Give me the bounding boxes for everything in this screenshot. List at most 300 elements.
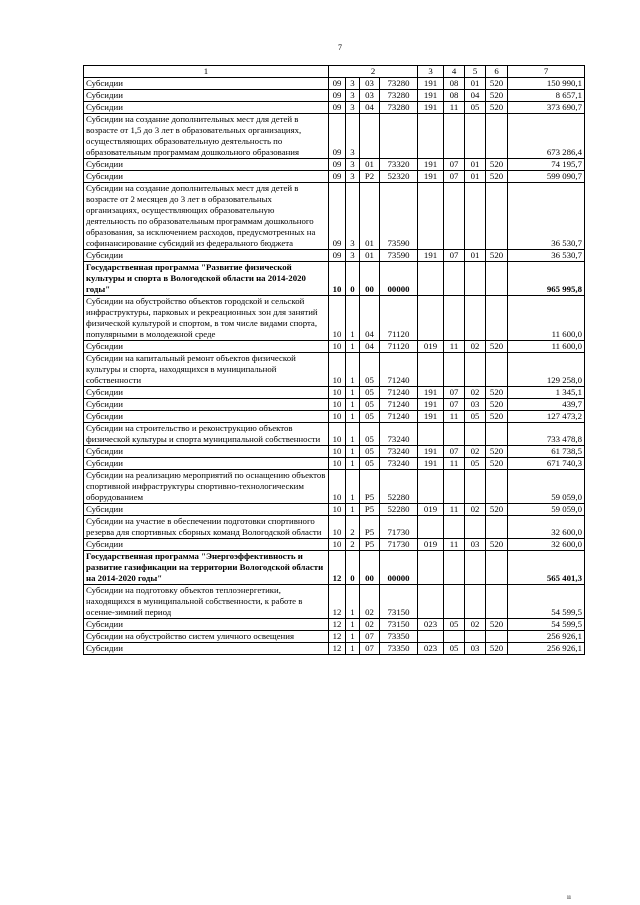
row-amount-cell: 54 599,5 [508,619,585,631]
row-code-cell: 02 [465,504,486,516]
row-code-cell: 02 [465,387,486,399]
row-code-cell: 023 [418,643,444,655]
row-amount-cell: 439,7 [508,399,585,411]
row-code-cell: 71240 [380,353,418,387]
row-code-cell [486,183,508,250]
row-code-cell: 07 [444,250,465,262]
row-code-cell: 00000 [380,551,418,585]
row-code-cell: 3 [346,171,360,183]
row-code-cell: 03 [360,90,380,102]
row-code-cell: 191 [418,446,444,458]
table-row [84,90,585,102]
row-code-cell [444,585,465,619]
row-code-cell: 10 [329,411,346,423]
row-code-cell: 52320 [380,171,418,183]
row-name-cell: Субсидии [84,159,329,171]
row-name-cell: Субсидии [84,399,329,411]
table-row [84,631,585,643]
row-code-cell [486,631,508,643]
table-row [84,262,585,296]
row-code-cell: 01 [360,159,380,171]
row-code-cell: 3 [346,78,360,90]
row-code-cell: 3 [346,159,360,171]
row-code-cell: P5 [360,539,380,551]
row-code-cell [465,262,486,296]
row-code-cell: 10 [329,539,346,551]
row-amount-cell: 32 600,0 [508,516,585,539]
table-body [84,78,585,655]
row-code-cell: 05 [360,353,380,387]
row-code-cell: 191 [418,250,444,262]
row-code-cell: 2 [346,539,360,551]
row-code-cell: 73240 [380,446,418,458]
row-code-cell: 191 [418,399,444,411]
row-code-cell: 73280 [380,90,418,102]
row-name-cell: Государственная программа "Энергоэффективность и развитие газификации на территории Вологодской области на 2014-2020 годы" [84,551,329,585]
row-code-cell: 05 [360,423,380,446]
row-code-cell [486,262,508,296]
row-code-cell: 2 [346,516,360,539]
row-amount-cell: 74 195,7 [508,159,585,171]
row-code-cell [486,470,508,504]
row-code-cell: 11 [444,539,465,551]
row-code-cell: 07 [360,643,380,655]
row-code-cell: 520 [486,411,508,423]
row-name-cell: Субсидии [84,539,329,551]
row-name-cell: Субсидии [84,619,329,631]
row-code-cell: 02 [360,619,380,631]
row-code-cell: 73590 [380,183,418,250]
row-amount-cell: 565 401,3 [508,551,585,585]
header-col-6: 6 [486,66,508,78]
row-code-cell: 1 [346,631,360,643]
row-code-cell: 520 [486,643,508,655]
row-amount-cell: 36 530,7 [508,250,585,262]
row-code-cell: 52280 [380,504,418,516]
row-code-cell: 08 [444,90,465,102]
row-code-cell: P5 [360,504,380,516]
table-row [84,470,585,504]
row-code-cell: 3 [346,90,360,102]
row-code-cell: P5 [360,470,380,504]
row-code-cell: 019 [418,504,444,516]
row-code-cell: 10 [329,423,346,446]
row-code-cell [418,551,444,585]
row-code-cell: 191 [418,171,444,183]
row-code-cell [486,353,508,387]
row-code-cell: 191 [418,159,444,171]
row-code-cell: 05 [360,411,380,423]
table-row [84,159,585,171]
row-code-cell: 11 [444,504,465,516]
row-name-cell: Субсидии [84,643,329,655]
row-code-cell [418,183,444,250]
row-amount-cell: 965 995,8 [508,262,585,296]
row-amount-cell: 127 473,2 [508,411,585,423]
row-code-cell: 04 [360,102,380,114]
row-code-cell: 09 [329,171,346,183]
row-code-cell: 3 [346,102,360,114]
row-code-cell: 01 [360,250,380,262]
row-code-cell: 520 [486,341,508,353]
row-amount-cell: 32 600,0 [508,539,585,551]
row-code-cell: 05 [465,102,486,114]
row-name-cell: Субсидии [84,90,329,102]
row-code-cell: 73590 [380,250,418,262]
row-code-cell: 09 [329,159,346,171]
row-name-cell: Субсидии на участие в обеспечении подготовки спортивного резерва для спортивных сборных команд Вологодской области [84,516,329,539]
row-code-cell: 07 [444,171,465,183]
row-code-cell [486,296,508,341]
row-code-cell: 05 [444,619,465,631]
table-row [84,551,585,585]
row-code-cell: 71240 [380,411,418,423]
row-name-cell: Субсидии на реализацию мероприятий по оснащению объектов спортивной инфраструктуры спортивно-технологическим оборудованием [84,470,329,504]
row-code-cell: 09 [329,183,346,250]
row-code-cell: 1 [346,341,360,353]
table-row [84,341,585,353]
table-row [84,585,585,619]
row-code-cell: 1 [346,296,360,341]
row-code-cell: 09 [329,102,346,114]
row-code-cell: 10 [329,504,346,516]
table-row [84,399,585,411]
row-code-cell: 08 [444,78,465,90]
row-amount-cell: 59 059,0 [508,504,585,516]
row-code-cell: 05 [465,458,486,470]
row-code-cell: 10 [329,387,346,399]
row-amount-cell: 129 258,0 [508,353,585,387]
table-row [84,296,585,341]
row-code-cell: 1 [346,470,360,504]
row-code-cell: 1 [346,446,360,458]
row-name-cell: Субсидии [84,387,329,399]
row-code-cell: 1 [346,619,360,631]
row-name-cell: Государственная программа "Развитие физической культуры и спорта в Вологодской области на 2014-2020 годы" [84,262,329,296]
row-code-cell: 01 [465,78,486,90]
row-code-cell: 520 [486,102,508,114]
row-code-cell: 73280 [380,102,418,114]
row-code-cell [486,585,508,619]
table-row [84,171,585,183]
row-code-cell: 05 [465,411,486,423]
row-amount-cell: 61 738,5 [508,446,585,458]
table-row [84,114,585,159]
row-code-cell: 71730 [380,516,418,539]
row-code-cell [444,353,465,387]
row-code-cell: 12 [329,585,346,619]
row-name-cell: Субсидии [84,171,329,183]
corner-mark: ıı [567,893,571,901]
row-amount-cell: 36 530,7 [508,183,585,250]
table-row [84,411,585,423]
row-code-cell: 520 [486,458,508,470]
row-code-cell: 01 [465,250,486,262]
row-amount-cell: 373 690,7 [508,102,585,114]
row-code-cell: P5 [360,516,380,539]
row-code-cell: 10 [329,470,346,504]
row-code-cell [360,114,380,159]
row-name-cell: Субсидии на создание дополнительных мест для детей в возрасте от 1,5 до 3 лет в образовательных организациях, осуществляющих образовательную деятельность по образовательным программам дошкольного образования [84,114,329,159]
table-row [84,102,585,114]
row-code-cell [418,353,444,387]
row-code-cell: 71240 [380,387,418,399]
row-name-cell: Субсидии [84,250,329,262]
row-name-cell: Субсидии [84,341,329,353]
row-code-cell: 03 [465,399,486,411]
row-code-cell: 05 [360,387,380,399]
row-code-cell [465,551,486,585]
row-code-cell: 71730 [380,539,418,551]
budget-table [83,65,585,655]
row-code-cell: 0 [346,551,360,585]
row-amount-cell: 54 599,5 [508,585,585,619]
table-row [84,504,585,516]
row-code-cell: 73320 [380,159,418,171]
row-code-cell: 11 [444,102,465,114]
row-code-cell [465,353,486,387]
table-row [84,643,585,655]
row-code-cell [465,470,486,504]
row-code-cell: 10 [329,516,346,539]
row-code-cell: 1 [346,353,360,387]
row-code-cell [418,470,444,504]
row-code-cell: 03 [465,643,486,655]
row-amount-cell: 599 090,7 [508,171,585,183]
row-code-cell: 07 [444,159,465,171]
page-number: 7 [338,43,342,52]
row-amount-cell: 11 600,0 [508,296,585,341]
row-code-cell: 73350 [380,631,418,643]
row-code-cell: 10 [329,296,346,341]
row-code-cell [465,296,486,341]
row-code-cell: 3 [346,183,360,250]
row-code-cell: 10 [329,446,346,458]
row-code-cell: 191 [418,458,444,470]
row-code-cell: 09 [329,90,346,102]
row-code-cell [465,183,486,250]
row-code-cell: 09 [329,250,346,262]
row-amount-cell: 673 286,4 [508,114,585,159]
row-code-cell: 10 [329,353,346,387]
row-code-cell [444,423,465,446]
row-code-cell [418,631,444,643]
row-code-cell [444,296,465,341]
row-code-cell: 05 [444,643,465,655]
row-code-cell: 71120 [380,341,418,353]
row-code-cell: 520 [486,159,508,171]
row-code-cell: 03 [360,78,380,90]
table-row [84,423,585,446]
row-code-cell [444,114,465,159]
row-code-cell: 02 [465,619,486,631]
header-col-5: 5 [465,66,486,78]
row-code-cell [486,516,508,539]
row-code-cell: 1 [346,399,360,411]
row-code-cell: 191 [418,387,444,399]
row-code-cell: 3 [346,114,360,159]
row-code-cell: 10 [329,399,346,411]
row-code-cell: 1 [346,387,360,399]
row-code-cell: 12 [329,619,346,631]
row-code-cell [486,551,508,585]
row-name-cell: Субсидии на создание дополнительных мест для детей в возрасте от 2 месяцев до 3 лет в образовательных организациях, осуществляющих образовательную деятельность по образовательным программам дошкольного образования, за исключением расходов, предусмотренных на софинансирование субсидий из федерального бюджета [84,183,329,250]
table-row [84,516,585,539]
row-code-cell: 07 [360,631,380,643]
row-code-cell: 1 [346,504,360,516]
row-amount-cell: 256 926,1 [508,631,585,643]
row-code-cell [418,423,444,446]
row-code-cell: 3 [346,250,360,262]
row-code-cell: 12 [329,631,346,643]
row-name-cell: Субсидии на капитальный ремонт объектов физической культуры и спорта, находящихся в муниципальной собственности [84,353,329,387]
row-code-cell [465,585,486,619]
table-row [84,78,585,90]
row-code-cell: 73240 [380,458,418,470]
row-amount-cell: 671 740,3 [508,458,585,470]
row-code-cell: 07 [444,446,465,458]
row-code-cell: 05 [360,458,380,470]
row-code-cell: 520 [486,446,508,458]
row-code-cell: 191 [418,102,444,114]
row-code-cell: 00 [360,262,380,296]
row-code-cell: 12 [329,551,346,585]
row-code-cell: 12 [329,643,346,655]
table-row [84,446,585,458]
row-code-cell: 03 [465,539,486,551]
header-col-2: 2 [329,66,418,78]
row-code-cell [444,470,465,504]
row-code-cell [380,114,418,159]
row-code-cell: 07 [444,399,465,411]
row-code-cell: 09 [329,78,346,90]
row-code-cell [465,114,486,159]
table-row [84,183,585,250]
row-code-cell: 71240 [380,399,418,411]
row-code-cell: 01 [360,183,380,250]
row-code-cell: 02 [465,341,486,353]
table-row [84,353,585,387]
table-header-row [84,66,585,78]
row-code-cell: 520 [486,387,508,399]
row-code-cell: 04 [360,296,380,341]
row-name-cell: Субсидии на строительство и реконструкцию объектов физической культуры и спорта муниципальной собственности [84,423,329,446]
header-col-4: 4 [444,66,465,78]
row-amount-cell: 733 478,8 [508,423,585,446]
row-code-cell: 04 [465,90,486,102]
row-code-cell: 11 [444,411,465,423]
row-code-cell: 73150 [380,585,418,619]
row-code-cell: 10 [329,262,346,296]
row-code-cell [444,516,465,539]
row-amount-cell: 1 345,1 [508,387,585,399]
row-name-cell: Субсидии [84,78,329,90]
row-code-cell [465,516,486,539]
row-code-cell: 73280 [380,78,418,90]
row-code-cell: 023 [418,619,444,631]
row-code-cell [486,114,508,159]
table-row [84,539,585,551]
row-code-cell: 10 [329,458,346,470]
row-code-cell: 10 [329,341,346,353]
row-code-cell: 11 [444,458,465,470]
row-code-cell: 520 [486,539,508,551]
row-code-cell: 1 [346,411,360,423]
row-code-cell: 01 [465,159,486,171]
header-col-7: 7 [508,66,585,78]
row-code-cell: 07 [444,387,465,399]
row-code-cell [486,423,508,446]
row-amount-cell: 59 059,0 [508,470,585,504]
row-code-cell: 1 [346,585,360,619]
row-code-cell: 05 [360,446,380,458]
row-code-cell: 1 [346,423,360,446]
row-code-cell: 520 [486,171,508,183]
row-code-cell: 1 [346,643,360,655]
row-code-cell: 11 [444,341,465,353]
row-name-cell: Субсидии [84,446,329,458]
row-code-cell: 520 [486,619,508,631]
row-code-cell: 01 [465,171,486,183]
row-name-cell: Субсидии на обустройство объектов городской и сельской инфраструктуры, парковых и рекреационных зон для занятий физической культурой и спортом, в том числе видами спорта, популярными в молодежной среде [84,296,329,341]
row-code-cell: 73150 [380,619,418,631]
row-code-cell: 05 [360,399,380,411]
row-code-cell [465,631,486,643]
row-code-cell: 520 [486,78,508,90]
header-col-1: 1 [84,66,329,78]
row-code-cell: 52280 [380,470,418,504]
row-code-cell [465,423,486,446]
row-code-cell: 019 [418,539,444,551]
row-code-cell: 191 [418,411,444,423]
row-name-cell: Субсидии [84,411,329,423]
row-code-cell [418,585,444,619]
row-code-cell: 520 [486,90,508,102]
row-code-cell [444,183,465,250]
table-row [84,387,585,399]
row-name-cell: Субсидии на подготовку объектов теплоэнергетики, находящихся в муниципальной собственности, к работе в осенне-зимний период [84,585,329,619]
row-code-cell [418,516,444,539]
row-code-cell: 520 [486,250,508,262]
row-code-cell [418,114,444,159]
row-name-cell: Субсидии [84,458,329,470]
row-code-cell: 73240 [380,423,418,446]
row-code-cell: 02 [465,446,486,458]
table-row [84,458,585,470]
row-code-cell: 73350 [380,643,418,655]
row-code-cell: P2 [360,171,380,183]
row-code-cell: 00 [360,551,380,585]
row-name-cell: Субсидии на обустройство систем уличного освещения [84,631,329,643]
row-code-cell: 04 [360,341,380,353]
row-amount-cell: 11 600,0 [508,341,585,353]
row-code-cell: 0 [346,262,360,296]
row-amount-cell: 8 657,1 [508,90,585,102]
table-row [84,619,585,631]
row-code-cell: 1 [346,458,360,470]
row-name-cell: Субсидии [84,504,329,516]
row-code-cell: 02 [360,585,380,619]
row-code-cell: 71120 [380,296,418,341]
header-col-3: 3 [418,66,444,78]
row-code-cell: 191 [418,78,444,90]
row-code-cell [444,631,465,643]
row-code-cell [444,551,465,585]
row-code-cell: 019 [418,341,444,353]
row-code-cell: 520 [486,399,508,411]
row-code-cell [418,296,444,341]
row-amount-cell: 256 926,1 [508,643,585,655]
